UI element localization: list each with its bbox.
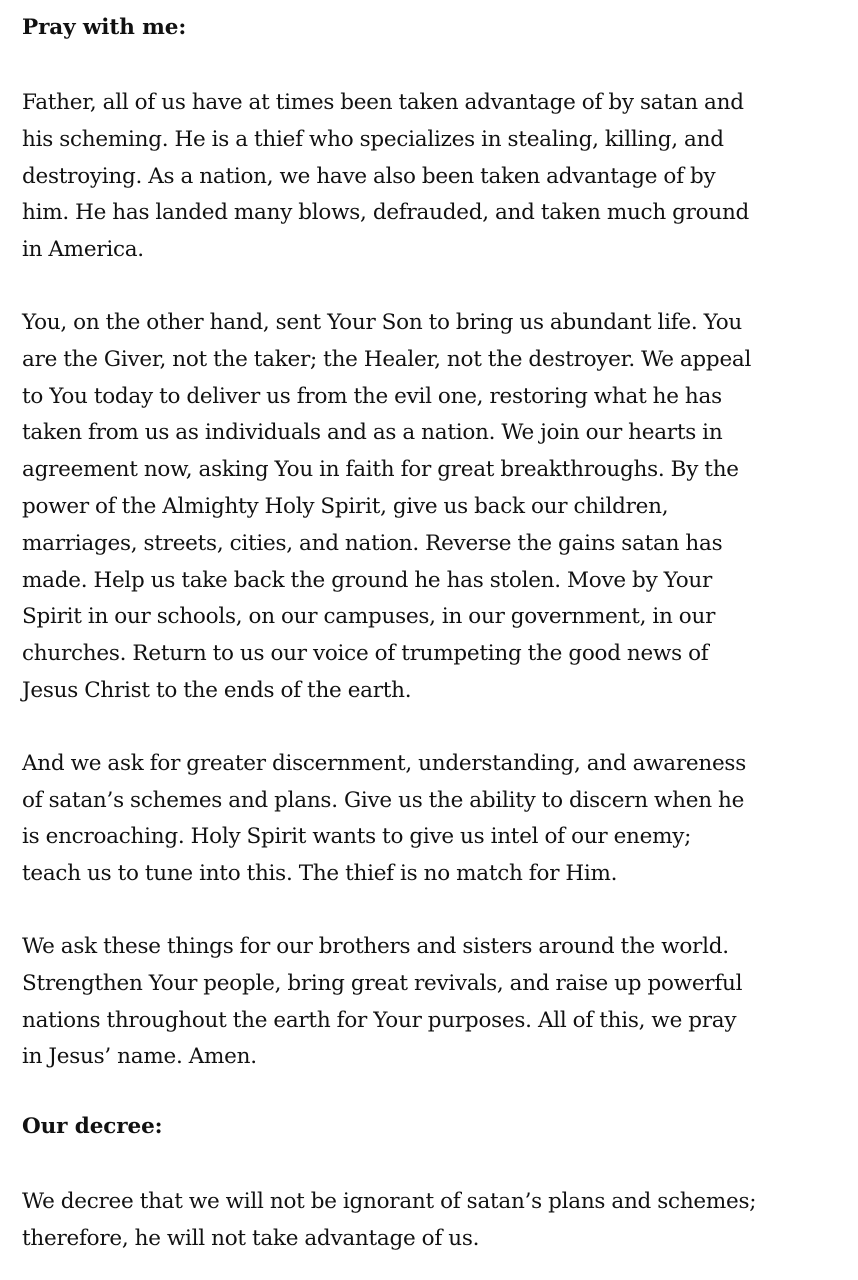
prayer-paragraph-1	[22, 85, 858, 269]
prayer-paragraph-4	[22, 929, 858, 1076]
text-line: him. He has landed many blows, defrauded, and taken much ground	[22, 200, 750, 226]
text-line: power of the Almighty Holy Spirit, give us back our children,	[22, 493, 669, 519]
text-line: We decree that we will not be ignorant of satan’s plans and schemes;	[22, 1189, 757, 1215]
text-line: his scheming. He is a thief who specializes in stealing, killing, and	[22, 126, 724, 152]
text-line: is encroaching. Holy Spirit wants to give us intel of our enemy;	[22, 824, 692, 850]
text-line: in Jesus’ name. Amen.	[22, 1044, 257, 1070]
text-line: marriages, streets, cities, and nation. Reverse the gains satan has	[22, 530, 723, 556]
text-line: to You today to deliver us from the evil one, restoring what he has	[22, 383, 722, 409]
text-line: We ask these things for our brothers and sisters around the world.	[22, 933, 729, 959]
text-line: You, on the other hand, sent Your Son to bring us abundant life. You	[22, 309, 743, 335]
text-line: nations throughout the earth for Your purposes. All of this, we pray	[22, 1007, 737, 1033]
text-line: Jesus Christ to the ends of the earth.	[22, 677, 412, 703]
prayer-paragraph-3	[22, 746, 858, 893]
text-line: therefore, he will not take advantage of us.	[22, 1225, 480, 1251]
text-line: And we ask for greater discernment, understanding, and awareness	[22, 750, 746, 776]
decree-paragraph	[22, 1184, 858, 1258]
text-line: are the Giver, not the taker; the Healer, not the destroyer. We appeal	[22, 346, 752, 372]
text-line: Strengthen Your people, bring great revivals, and raise up powerful	[22, 970, 743, 996]
text-line: in America.	[22, 237, 144, 263]
text-line: agreement now, asking You in faith for great breakthroughs. By the	[22, 457, 739, 483]
prayer-heading: Pray with me:	[22, 15, 187, 40]
prayer-paragraph-2	[22, 305, 858, 710]
text-line: taken from us as individuals and as a nation. We join our hearts in	[22, 420, 723, 446]
text-line: of satan’s schemes and plans. Give us the ability to discern when he	[22, 787, 745, 813]
text-line: Spirit in our schools, on our campuses, in our government, in our	[22, 604, 716, 630]
text-line: teach us to tune into this. The thief is no match for Him.	[22, 861, 618, 887]
text-line: churches. Return to us our voice of trumpeting the good news of	[22, 641, 709, 667]
decree-heading: Our decree:	[22, 1114, 163, 1140]
text-line: Father, all of us have at times been taken advantage of by satan and	[22, 90, 744, 115]
text-line: destroying. As a nation, we have also been taken advantage of by	[22, 163, 716, 189]
text-line: made. Help us take back the ground he has stolen. Move by Your	[22, 567, 713, 593]
